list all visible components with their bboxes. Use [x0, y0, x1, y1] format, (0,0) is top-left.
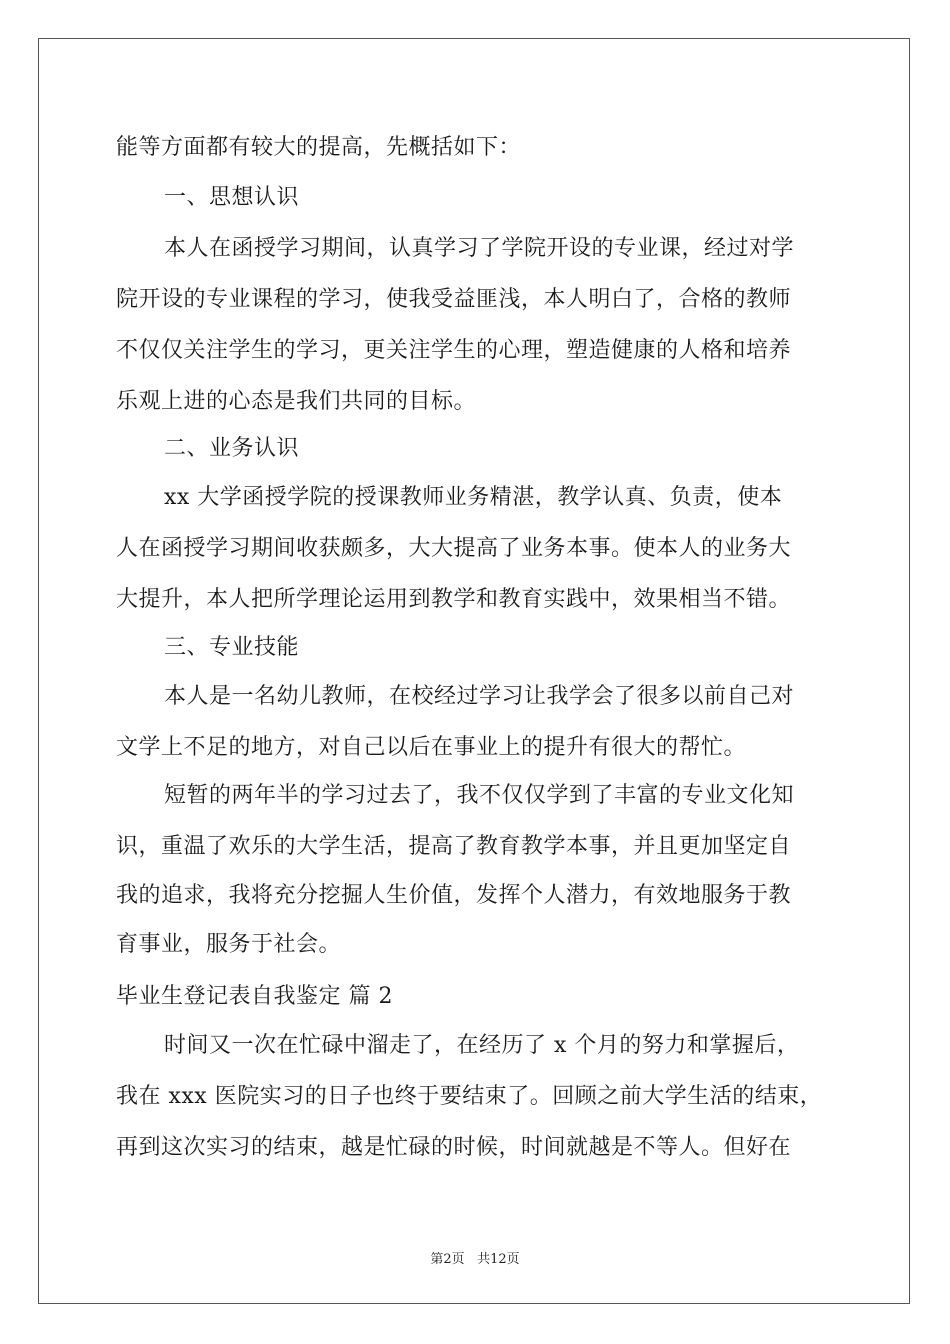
section-heading: 二、业务认识 [164, 436, 300, 461]
paragraph-line: 识，重温了欢乐的大学生活，提高了教育教学本事，并且更加坚定自 [116, 834, 792, 859]
page-total: 共12页 [477, 1252, 520, 1267]
paragraph-line: 院开设的专业课程的学习，使我受益匪浅，本人明白了，合格的教师 [116, 287, 792, 312]
paragraph-line: xx 大学函授学院的授课教师业务精湛，教学认真、负责，使本 [164, 485, 783, 510]
page-footer [0, 1248, 950, 1267]
paragraph-line: 乐观上进的心态是我们共同的目标。 [116, 389, 477, 414]
paragraph-line: 再到这次实习的结束，越是忙碌的时候，时间就越是不等人。但好在 [116, 1135, 792, 1160]
paragraph-line: 育事业，服务于社会。 [116, 932, 342, 957]
section-heading: 一、思想认识 [164, 185, 300, 210]
paragraph-line: 我的追求，我将充分挖掘人生价值，发挥个人潜力，有效地服务于教 [116, 883, 792, 908]
section-heading: 三、专业技能 [164, 635, 300, 660]
paragraph-line: 短暂的两年半的学习过去了，我不仅仅学到了丰富的专业文化知 [164, 783, 795, 808]
paragraph-line: 能等方面都有较大的提高，先概括如下： [116, 135, 522, 160]
paragraph-line: 不仅仅关注学生的学习，更关注学生的心理，塑造健康的人格和培养 [116, 338, 792, 363]
page-border [38, 38, 910, 1304]
paragraph-line: 我在 xxx 医院实习的日子也终于要结束了。回顾之前大学生活的结束， [116, 1084, 823, 1109]
paragraph-line: 时间又一次在忙碌中溜走了，在经历了 x 个月的努力和掌握后， [164, 1033, 800, 1058]
paragraph-line: 文学上不足的地方，对自己以后在事业上的提升有很大的帮忙。 [116, 735, 747, 760]
article-heading: 毕业生登记表自我鉴定 篇 2 [116, 984, 393, 1009]
paragraph-line: 本人是一名幼儿教师，在校经过学习让我学会了很多以前自己对 [164, 684, 795, 709]
paragraph-line: 本人在函授学习期间，认真学习了学院开设的专业课，经过对学 [164, 236, 795, 261]
paragraph-line: 大提升，本人把所学理论运用到教学和教育实践中，效果相当不错。 [116, 587, 792, 612]
paragraph-line: 人在函授学习期间收获颇多，大大提高了业务本事。使本人的业务大 [116, 536, 792, 561]
page-number: 第2页 [430, 1252, 465, 1267]
